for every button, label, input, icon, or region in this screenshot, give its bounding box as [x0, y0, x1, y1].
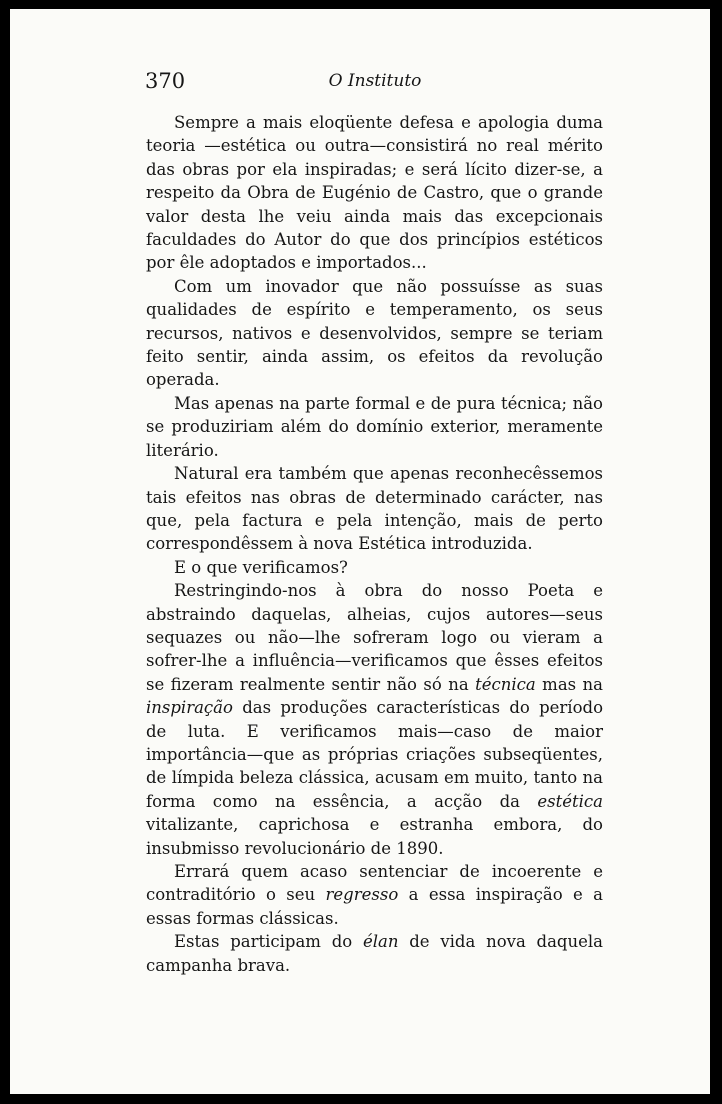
text-run: Sempre a mais eloqüente defesa e apologia duma teoria —estética ou outra—consistirá no real mérito das obras por ela inspiradas; e será lícito dizer-se, a respeito da Obra de Eugénio de Castro, que o grande valor desta lhe veiu ainda mais das excepcionais faculdades do Autor do que dos princípios estéticos por êle adoptados e importados... [146, 113, 603, 273]
text-run: mas na [535, 674, 604, 694]
paragraph [146, 930, 603, 977]
italic-term: inspiração [146, 698, 233, 718]
text-run: Com um inovador que não possuísse as suas qualidades de espírito e temperamento, os seus recursos, nativos e desenvolvidos, sempre se teriam feito sentir, ainda assim, os efeitos da revolução operada. [146, 276, 603, 390]
text-run: Errará quem acaso sentenciar de incoerente e contraditório o seu [146, 862, 603, 905]
text-run: Estas participam do [174, 932, 363, 952]
body-text [146, 111, 603, 977]
page-header [145, 69, 605, 95]
italic-term: élan [362, 932, 399, 952]
running-title: O Instituto [328, 71, 422, 91]
italic-term: técnica [475, 674, 536, 694]
paragraph [146, 392, 603, 462]
text-run: das produções características do período de luta. E verificamos mais—caso de maior importância—que as próprias criações subseqüentes, de límpida beleza clássica, acusam em muito, tanto na forma como na essência, a acção da [146, 698, 603, 811]
text-run: Mas apenas na parte formal e de pura técnica; não se produziriam além do domínio exterior, meramente literário. [146, 393, 603, 460]
text-run: vitalizante, caprichosa e estranha embora, do insubmisso revolucionário de 1890. [146, 815, 603, 858]
italic-term: estética [537, 791, 603, 811]
paragraph [146, 111, 603, 275]
text-run: Restringindo-nos à obra do nosso Poeta e abstraindo daquelas, alheias, cujos autores—seus sequazes ou não—lhe sofreram logo ou vieram a sofrer-lhe a influência—verificamos que êsses efeitos se fizeram realmente sentir não só na [146, 581, 603, 694]
text-run: E o que verificamos? [174, 557, 348, 577]
paragraph [146, 860, 603, 930]
paragraph [146, 462, 603, 556]
text-run: a essa inspiração e a essas formas clássicas. [146, 885, 603, 928]
italic-term: regresso [325, 885, 399, 905]
paragraph [146, 275, 603, 392]
paragraph [146, 579, 603, 860]
text-run: Natural era também que apenas reconhecêssemos tais efeitos nas obras de determinado carácter, nas que, pela factura e pela intenção, mais de perto correspondêssem à nova Estética introduzida. [146, 464, 603, 554]
page-number: 370 [145, 69, 186, 93]
paragraph [146, 556, 603, 579]
text-run: de vida nova daquela campanha brava. [146, 932, 604, 975]
book-page [10, 9, 710, 1094]
